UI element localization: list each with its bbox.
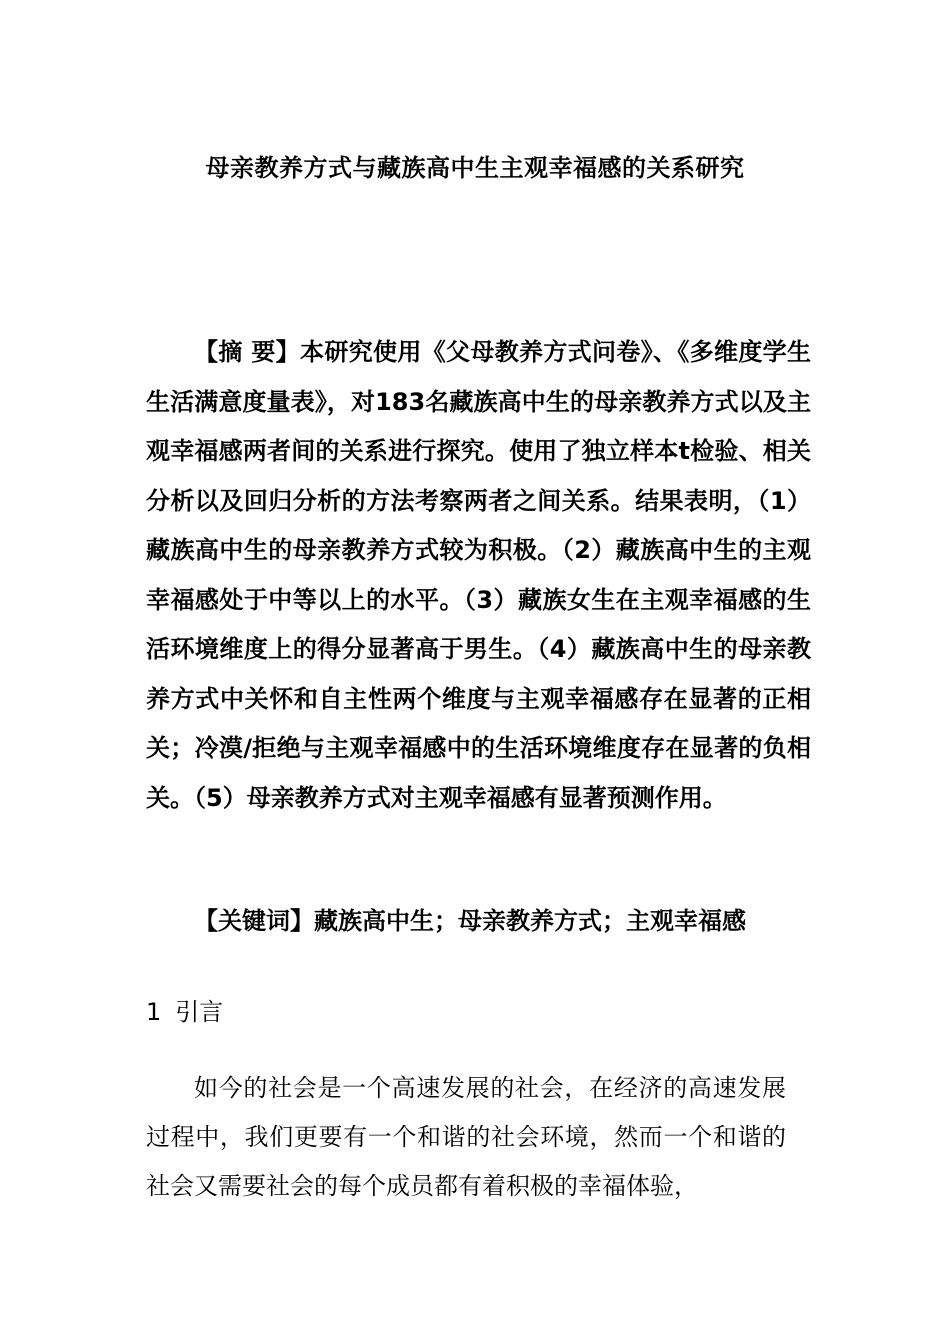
- abstract-label: 【摘 要】: [194, 338, 301, 366]
- abstract-text: 本研究使用《父母教养方式问卷》、《多维度学生生活满意度量表》，对183名藏族高中生的母亲教养方式以及主观幸福感两者间的关系进行探究。使用了独立样本t检验、相关分析以及回归分析的方法考察两者之间关系。结果表明，（1）藏族高中生的母亲教养方式较为积极。（2）藏族高中生的主观幸福感处于中等以上的水平。（3）藏族女生在主观幸福感的生活环境维度上的得分显著高于男生。（4）藏族高中生的母亲教养方式中关怀和自主性两个维度与主观幸福感存在显著的正相关；冷漠/拒绝与主观幸福感中的生活环境维度存在显著的负相关。（5）母亲教养方式对主观幸福感有显著预测作用。: [146, 338, 812, 812]
- section-heading: [146, 992, 223, 1032]
- keywords-paragraph: [146, 897, 811, 946]
- abstract-paragraph: [146, 328, 811, 823]
- intro-paragraph: 如今的社会是一个高速发展的社会，在经济的高速发展过程中，我们更要有一个和谐的社会环境，然而一个和谐的社会又需要社会的每个成员都有着积极的幸福体验，: [146, 1074, 786, 1200]
- section-title: 引言: [175, 998, 224, 1026]
- section-number: 1: [146, 998, 162, 1026]
- keywords-label: 【关键词】: [194, 907, 314, 935]
- document-title: 母亲教养方式与藏族高中生主观幸福感的关系研究: [205, 154, 745, 183]
- keywords-text: 藏族高中生；母亲教养方式；主观幸福感: [314, 907, 746, 935]
